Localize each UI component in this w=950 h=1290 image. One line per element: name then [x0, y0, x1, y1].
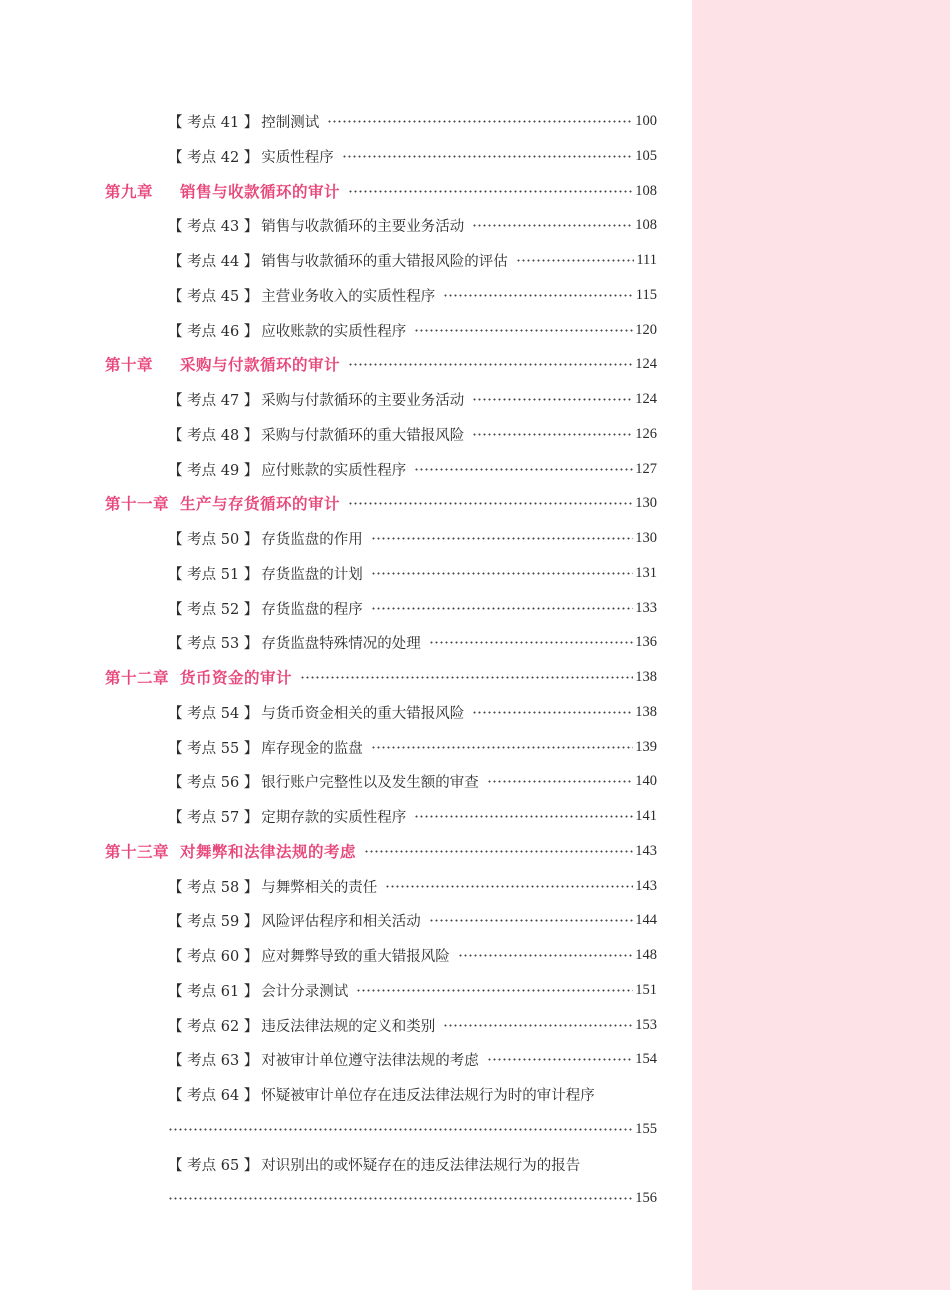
chapter-number: 第十一章: [105, 495, 170, 513]
chapter-number: 第十二章: [105, 669, 170, 687]
point-title: 应对舞弊导致的重大错报风险: [261, 948, 450, 965]
page-number: 136: [635, 633, 657, 650]
page-number: 148: [635, 946, 657, 963]
toc-point-entry: [168, 908, 657, 932]
page-number: 126: [635, 425, 657, 442]
point-title: 销售与收款循环的主要业务活动: [261, 218, 465, 235]
point-label: 【 考点 58 】: [168, 879, 259, 896]
point-title: 存货监盘的计划: [261, 566, 363, 583]
toc-entry-continuation: [168, 1186, 657, 1210]
toc-point-entry: [168, 561, 657, 585]
toc-point-entry: [168, 283, 657, 307]
point-title: 违反法律法规的定义和类别: [261, 1018, 436, 1035]
page-number: 156: [635, 1189, 657, 1206]
toc-point-entry: [168, 735, 657, 759]
dot-leader: [168, 1197, 633, 1200]
dot-leader: [371, 572, 633, 575]
toc-point-entry: [168, 978, 657, 1002]
page-number: 115: [635, 286, 657, 303]
point-label: 【 考点 65 】: [168, 1157, 259, 1174]
toc-point-entry: [168, 700, 657, 724]
page-number: 130: [635, 494, 657, 511]
toc-point-entry: [168, 769, 657, 793]
dot-leader: [385, 885, 633, 888]
toc-point-entry: [168, 1082, 657, 1106]
point-title: 对被审计单位遵守法律法规的考虑: [261, 1052, 479, 1069]
dot-leader: [472, 398, 633, 401]
dot-leader: [472, 224, 633, 227]
point-label: 【 考点 56 】: [168, 774, 259, 791]
dot-leader: [443, 294, 634, 297]
dot-leader: [414, 468, 633, 471]
chapter-title: 生产与存货循环的审计: [180, 495, 341, 513]
toc-point-entry: [168, 526, 657, 550]
point-label: 【 考点 60 】: [168, 948, 259, 965]
point-title: 存货监盘的作用: [261, 531, 363, 548]
point-label: 【 考点 49 】: [168, 462, 259, 479]
point-label: 【 考点 55 】: [168, 740, 259, 757]
toc-point-entry: [168, 1013, 657, 1037]
toc-chapter-entry: [105, 491, 657, 515]
dot-leader: [443, 1024, 633, 1027]
point-label: 【 考点 44 】: [168, 253, 259, 270]
point-title: 库存现金的监盘: [261, 740, 363, 757]
toc-point-entry: [168, 248, 657, 272]
point-title: 对识别出的或怀疑存在的违反法律法规行为的报告: [261, 1157, 581, 1174]
dot-leader: [327, 120, 633, 123]
page-number: 100: [635, 112, 657, 129]
dot-leader: [458, 954, 633, 957]
point-label: 【 考点 43 】: [168, 218, 259, 235]
page-number: 153: [635, 1016, 657, 1033]
page-number: 138: [635, 703, 657, 720]
dot-leader: [487, 1058, 633, 1061]
dot-leader: [371, 746, 633, 749]
dot-leader: [356, 989, 633, 992]
point-label: 【 考点 63 】: [168, 1052, 259, 1069]
toc-point-entry: [168, 422, 657, 446]
page-number: 144: [635, 911, 657, 928]
toc-point-entry: [168, 943, 657, 967]
dot-leader: [342, 155, 633, 158]
page-number: 108: [635, 182, 657, 199]
point-label: 【 考点 51 】: [168, 566, 259, 583]
point-title: 应付账款的实质性程序: [261, 462, 407, 479]
point-title: 主营业务收入的实质性程序: [261, 288, 436, 305]
point-title: 存货监盘的程序: [261, 601, 363, 618]
point-label: 【 考点 50 】: [168, 531, 259, 548]
toc-point-entry: [168, 109, 657, 133]
point-label: 【 考点 64 】: [168, 1087, 259, 1104]
toc-point-entry: [168, 318, 657, 342]
toc-point-entry: [168, 213, 657, 237]
page-number: 130: [635, 529, 657, 546]
chapter-title: 货币资金的审计: [180, 669, 293, 687]
toc-point-entry: [168, 596, 657, 620]
point-title: 银行账户完整性以及发生额的审查: [261, 774, 479, 791]
point-label: 【 考点 62 】: [168, 1018, 259, 1035]
page-number: 143: [635, 842, 657, 859]
dot-leader: [414, 329, 633, 332]
page-number: 105: [635, 147, 657, 164]
point-label: 【 考点 47 】: [168, 392, 259, 409]
point-title: 与货币资金相关的重大错报风险: [261, 705, 465, 722]
toc-point-entry: [168, 630, 657, 654]
dot-leader: [300, 676, 633, 679]
chapter-number: 第九章: [105, 183, 154, 201]
point-label: 【 考点 46 】: [168, 323, 259, 340]
dot-leader: [414, 815, 633, 818]
page-number: 111: [636, 251, 657, 268]
point-label: 【 考点 42 】: [168, 149, 259, 166]
dot-leader: [348, 502, 633, 505]
point-label: 【 考点 61 】: [168, 983, 259, 1000]
point-title: 风险评估程序和相关活动: [261, 913, 421, 930]
toc-point-entry: [168, 804, 657, 828]
chapter-title: 销售与收款循环的审计: [180, 183, 341, 201]
toc-entry-continuation: [168, 1117, 657, 1141]
dot-leader: [371, 607, 633, 610]
pink-side-margin: [692, 0, 950, 1290]
page-number: 127: [635, 460, 657, 477]
point-label: 【 考点 52 】: [168, 601, 259, 618]
page-number: 141: [635, 807, 657, 824]
toc-point-entry: [168, 457, 657, 481]
point-title: 采购与付款循环的主要业务活动: [261, 392, 465, 409]
page-number: 131: [635, 564, 657, 581]
point-label: 【 考点 41 】: [168, 114, 259, 131]
point-title: 会计分录测试: [261, 983, 349, 1000]
toc-point-entry: [168, 874, 657, 898]
dot-leader: [487, 780, 633, 783]
dot-leader: [364, 850, 633, 853]
point-title: 与舞弊相关的责任: [261, 879, 378, 896]
point-title: 采购与付款循环的重大错报风险: [261, 427, 465, 444]
dot-leader: [472, 433, 633, 436]
page-number: 143: [635, 877, 657, 894]
point-label: 【 考点 54 】: [168, 705, 259, 722]
chapter-title: 对舞弊和法律法规的考虑: [180, 843, 357, 861]
dot-leader: [472, 711, 633, 714]
dot-leader: [348, 363, 633, 366]
dot-leader: [348, 190, 633, 193]
toc-chapter-entry: [105, 352, 657, 376]
chapter-number: 第十三章: [105, 843, 170, 861]
chapter-number: 第十章: [105, 356, 154, 374]
point-title: 控制测试: [261, 114, 320, 131]
page-number: 124: [635, 355, 657, 372]
point-label: 【 考点 48 】: [168, 427, 259, 444]
point-title: 怀疑被审计单位存在违反法律法规行为时的审计程序: [261, 1087, 595, 1104]
toc-point-entry: [168, 144, 657, 168]
dot-leader: [516, 259, 635, 262]
point-title: 实质性程序: [261, 149, 334, 166]
page-number: 108: [635, 216, 657, 233]
dot-leader: [429, 641, 633, 644]
page-number: 140: [635, 772, 657, 789]
toc-point-entry: [168, 1047, 657, 1071]
chapter-title: 采购与付款循环的审计: [180, 356, 341, 374]
point-title: 销售与收款循环的重大错报风险的评估: [261, 253, 508, 270]
page-number: 139: [635, 738, 657, 755]
point-title: 存货监盘特殊情况的处理: [261, 635, 421, 652]
toc-chapter-entry: [105, 665, 657, 689]
page-number: 133: [635, 599, 657, 616]
point-title: 定期存款的实质性程序: [261, 809, 407, 826]
toc-point-entry: [168, 1152, 657, 1176]
page-number: 155: [635, 1120, 657, 1137]
toc-chapter-entry: [105, 839, 657, 863]
point-label: 【 考点 45 】: [168, 288, 259, 305]
point-label: 【 考点 57 】: [168, 809, 259, 826]
toc-point-entry: [168, 387, 657, 411]
page-number: 138: [635, 668, 657, 685]
point-label: 【 考点 59 】: [168, 913, 259, 930]
dot-leader: [429, 919, 633, 922]
page-number: 120: [635, 321, 657, 338]
point-label: 【 考点 53 】: [168, 635, 259, 652]
dot-leader: [371, 537, 633, 540]
dot-leader: [168, 1128, 633, 1131]
point-title: 应收账款的实质性程序: [261, 323, 407, 340]
page-number: 151: [635, 981, 657, 998]
page-number: 154: [635, 1050, 657, 1067]
page-number: 124: [635, 390, 657, 407]
toc-chapter-entry: [105, 179, 657, 203]
